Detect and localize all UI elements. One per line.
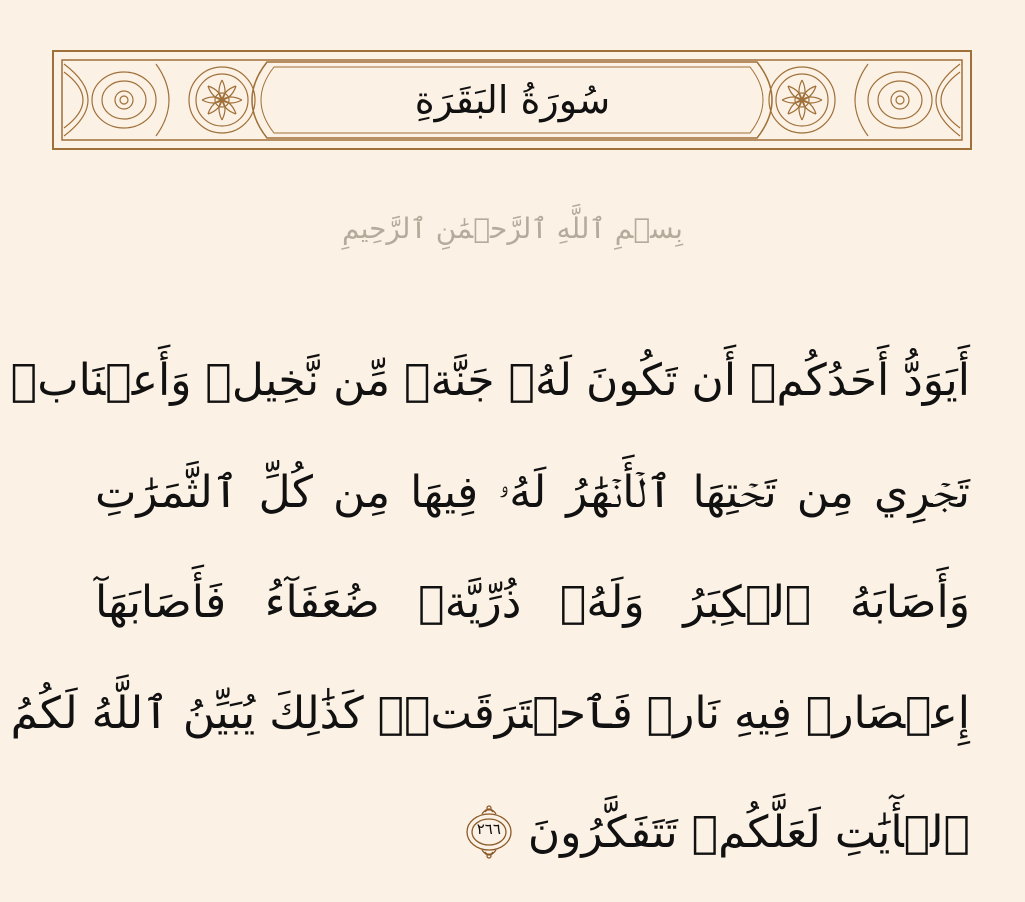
verse-line-4: إِعۡصَارٞ فِيهِ نَارٞ فَٱحۡتَرَقَتۡۗ كَذَٰلِكَ يُبَيِّنُ ٱللَّهُ لَكُمُ	[10, 688, 970, 739]
verse-line-5-text: ٱلۡأٓيَٰتِ لَعَلَّكُمۡ تَتَفَكَّرُونَ	[527, 806, 970, 858]
ayah-number: ٢٦٦	[476, 820, 501, 838]
verse-line-5	[464, 786, 970, 878]
surah-title: سُورَةُ البَقَرَةِ	[414, 78, 611, 122]
verse-line-1: أَيَوَدُّ أَحَدُكُمۡ أَن تَكُونَ لَهُۥ جَنَّةٞ مِّن نَّخِيلٖ وَأَعۡنَابٖ	[10, 355, 970, 406]
basmala: بِسۡمِ ٱللَّهِ ٱلرَّحۡمَٰنِ ٱلرَّحِيمِ	[342, 212, 683, 245]
verse-line-3: وَأَصَابَهُ ٱلۡكِبَرُ وَلَهُۥ ذُرِّيَّةٞ ضُعَفَآءُ فَأَصَابَهَآ	[95, 577, 970, 628]
ayah-number-marker	[464, 800, 514, 864]
verse-line-2: تَجۡرِي مِن تَحۡتِهَا ٱلۡأَنۡهَٰرُ لَهُۥ فِيهَا مِن كُلِّ ٱلثَّمَرَٰتِ	[95, 467, 970, 518]
